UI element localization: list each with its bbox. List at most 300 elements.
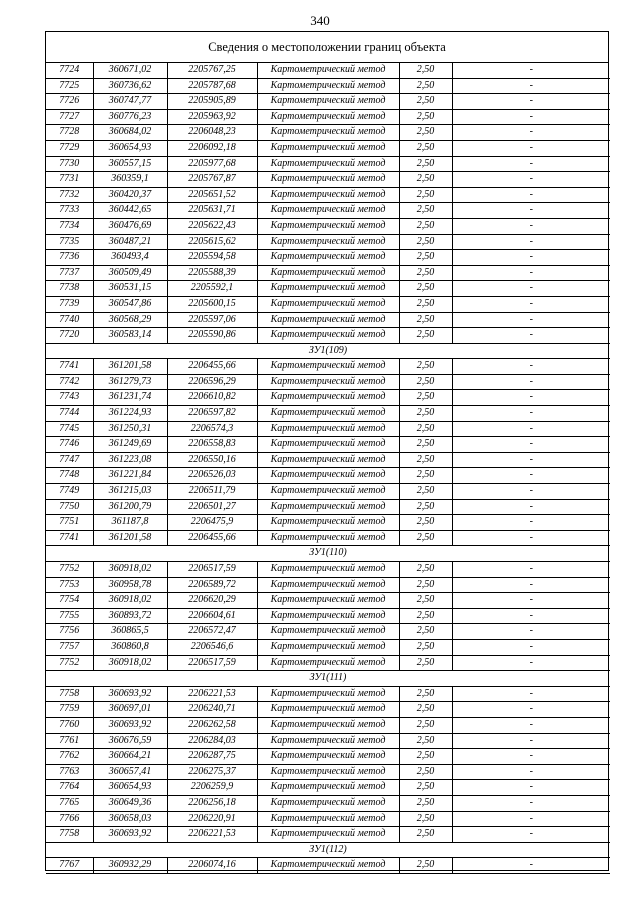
point-number-cell: 7741: [46, 530, 93, 546]
table-row: [46, 858, 610, 874]
table-row: [46, 530, 610, 546]
accuracy-cell: 2,50: [399, 639, 452, 655]
coord-x-cell: 360860,8: [93, 639, 167, 655]
point-number-cell: 7720: [46, 328, 93, 344]
coord-y-cell: 2205631,71: [167, 203, 257, 219]
description-cell: -: [452, 390, 610, 406]
point-number-cell: 7743: [46, 390, 93, 406]
point-number-cell: 7727: [46, 109, 93, 125]
method-cell: Картометрический метод: [257, 468, 399, 484]
description-cell: -: [452, 655, 610, 671]
point-number-cell: 7745: [46, 421, 93, 437]
description-cell: -: [452, 717, 610, 733]
accuracy-cell: 2,50: [399, 717, 452, 733]
accuracy-cell: 2,50: [399, 250, 452, 266]
accuracy-cell: 2,50: [399, 172, 452, 188]
method-cell: Картометрический метод: [257, 421, 399, 437]
description-cell: -: [452, 187, 610, 203]
table-row: [46, 94, 610, 110]
point-number-cell: 7752: [46, 562, 93, 578]
description-cell: -: [452, 858, 610, 874]
coord-y-cell: 2206550,16: [167, 452, 257, 468]
point-number-cell: 7744: [46, 406, 93, 422]
description-cell: -: [452, 593, 610, 609]
coord-x-cell: 360583,14: [93, 328, 167, 344]
method-cell: Картометрический метод: [257, 733, 399, 749]
accuracy-cell: 2,50: [399, 296, 452, 312]
table-row: [46, 109, 610, 125]
point-number-cell: 7763: [46, 764, 93, 780]
section-label: ЗУ1(110): [46, 546, 610, 562]
method-cell: Картометрический метод: [257, 63, 399, 78]
accuracy-cell: 2,50: [399, 187, 452, 203]
method-cell: Картометрический метод: [257, 281, 399, 297]
coord-y-cell: 2205963,92: [167, 109, 257, 125]
coord-y-cell: 2206259,9: [167, 780, 257, 796]
table-body: [46, 63, 610, 873]
description-cell: -: [452, 78, 610, 94]
method-cell: Картометрический метод: [257, 702, 399, 718]
coord-x-cell: 361201,58: [93, 359, 167, 375]
description-cell: -: [452, 530, 610, 546]
description-cell: -: [452, 172, 610, 188]
table-row: [46, 156, 610, 172]
method-cell: Картометрический метод: [257, 749, 399, 765]
description-cell: -: [452, 562, 610, 578]
description-cell: -: [452, 234, 610, 250]
coord-y-cell: 2206596,29: [167, 374, 257, 390]
point-number-cell: 7754: [46, 593, 93, 609]
accuracy-cell: 2,50: [399, 764, 452, 780]
description-cell: -: [452, 764, 610, 780]
accuracy-cell: 2,50: [399, 374, 452, 390]
accuracy-cell: 2,50: [399, 733, 452, 749]
table-row: [46, 499, 610, 515]
accuracy-cell: 2,50: [399, 577, 452, 593]
section-header-row: [46, 343, 610, 359]
coord-x-cell: 360649,36: [93, 795, 167, 811]
method-cell: Картометрический метод: [257, 94, 399, 110]
coord-y-cell: 2206604,61: [167, 608, 257, 624]
description-cell: -: [452, 452, 610, 468]
table-row: [46, 780, 610, 796]
section-header-row: [46, 842, 610, 858]
accuracy-cell: 2,50: [399, 94, 452, 110]
method-cell: Картометрический метод: [257, 577, 399, 593]
method-cell: Картометрический метод: [257, 265, 399, 281]
coord-y-cell: 2206572,47: [167, 624, 257, 640]
point-number-cell: 7736: [46, 250, 93, 266]
table-row: [46, 702, 610, 718]
table-row: [46, 78, 610, 94]
description-cell: -: [452, 624, 610, 640]
coord-x-cell: 360736,62: [93, 78, 167, 94]
accuracy-cell: 2,50: [399, 749, 452, 765]
coord-y-cell: 2206511,79: [167, 484, 257, 500]
description-cell: -: [452, 156, 610, 172]
coord-x-cell: 360671,02: [93, 63, 167, 78]
accuracy-cell: 2,50: [399, 530, 452, 546]
table-row: [46, 484, 610, 500]
method-cell: Картометрический метод: [257, 234, 399, 250]
section-header-row: [46, 546, 610, 562]
coord-y-cell: 2205767,25: [167, 63, 257, 78]
coord-x-cell: 360865,5: [93, 624, 167, 640]
description-cell: -: [452, 406, 610, 422]
accuracy-cell: 2,50: [399, 780, 452, 796]
table-row: [46, 811, 610, 827]
coord-y-cell: 2206284,03: [167, 733, 257, 749]
coord-y-cell: 2205588,39: [167, 265, 257, 281]
point-number-cell: 7725: [46, 78, 93, 94]
method-cell: Картометрический метод: [257, 250, 399, 266]
coord-x-cell: 361224,93: [93, 406, 167, 422]
description-cell: -: [452, 250, 610, 266]
method-cell: Картометрический метод: [257, 562, 399, 578]
coord-x-cell: 360547,86: [93, 296, 167, 312]
description-cell: -: [452, 359, 610, 375]
coord-x-cell: 360568,29: [93, 312, 167, 328]
coord-y-cell: 2206517,59: [167, 655, 257, 671]
method-cell: Картометрический метод: [257, 312, 399, 328]
coord-x-cell: 360684,02: [93, 125, 167, 141]
accuracy-cell: 2,50: [399, 593, 452, 609]
point-number-cell: 7737: [46, 265, 93, 281]
method-cell: Картометрический метод: [257, 795, 399, 811]
table-row: [46, 374, 610, 390]
point-number-cell: 7726: [46, 94, 93, 110]
description-cell: -: [452, 499, 610, 515]
method-cell: Картометрический метод: [257, 374, 399, 390]
coord-x-cell: 361200,79: [93, 499, 167, 515]
table-row: [46, 749, 610, 765]
section-label: ЗУ1(111): [46, 671, 610, 687]
coord-y-cell: 2205600,15: [167, 296, 257, 312]
table-row: [46, 328, 610, 344]
method-cell: Картометрический метод: [257, 484, 399, 500]
coord-x-cell: 360693,92: [93, 827, 167, 843]
coord-x-cell: 360420,37: [93, 187, 167, 203]
coord-y-cell: 2206287,75: [167, 749, 257, 765]
description-cell: -: [452, 109, 610, 125]
table-row: [46, 686, 610, 702]
table-row: [46, 562, 610, 578]
method-cell: Картометрический метод: [257, 764, 399, 780]
coord-y-cell: 2206546,6: [167, 639, 257, 655]
point-number-cell: 7766: [46, 811, 93, 827]
accuracy-cell: 2,50: [399, 265, 452, 281]
table-row: [46, 406, 610, 422]
coord-y-cell: 2205592,1: [167, 281, 257, 297]
point-number-cell: 7767: [46, 858, 93, 874]
coord-x-cell: 361201,58: [93, 530, 167, 546]
accuracy-cell: 2,50: [399, 281, 452, 297]
accuracy-cell: 2,50: [399, 218, 452, 234]
description-cell: -: [452, 577, 610, 593]
description-cell: -: [452, 421, 610, 437]
description-cell: -: [452, 484, 610, 500]
point-number-cell: 7728: [46, 125, 93, 141]
point-number-cell: 7741: [46, 359, 93, 375]
method-cell: Картометрический метод: [257, 827, 399, 843]
description-cell: -: [452, 94, 610, 110]
point-number-cell: 7740: [46, 312, 93, 328]
point-number-cell: 7748: [46, 468, 93, 484]
point-number-cell: 7735: [46, 234, 93, 250]
table-row: [46, 795, 610, 811]
page-number: 340: [310, 13, 330, 28]
coord-x-cell: 360359,1: [93, 172, 167, 188]
table-row: [46, 265, 610, 281]
description-cell: -: [452, 312, 610, 328]
coordinates-table: [46, 63, 610, 874]
method-cell: Картометрический метод: [257, 125, 399, 141]
coord-y-cell: 2205622,43: [167, 218, 257, 234]
point-number-cell: 7742: [46, 374, 93, 390]
coord-y-cell: 2206092,18: [167, 140, 257, 156]
accuracy-cell: 2,50: [399, 686, 452, 702]
coord-y-cell: 2206526,03: [167, 468, 257, 484]
table-row: [46, 250, 610, 266]
table-row: [46, 359, 610, 375]
accuracy-cell: 2,50: [399, 406, 452, 422]
coord-x-cell: 360893,72: [93, 608, 167, 624]
coord-y-cell: 2206475,9: [167, 515, 257, 531]
point-number-cell: 7762: [46, 749, 93, 765]
method-cell: Картометрический метод: [257, 499, 399, 515]
coord-x-cell: 360654,93: [93, 140, 167, 156]
point-number-cell: 7753: [46, 577, 93, 593]
table-row: [46, 639, 610, 655]
point-number-cell: 7755: [46, 608, 93, 624]
table-row: [46, 764, 610, 780]
method-cell: Картометрический метод: [257, 515, 399, 531]
method-cell: Картометрический метод: [257, 328, 399, 344]
section-label: ЗУ1(109): [46, 343, 610, 359]
method-cell: Картометрический метод: [257, 437, 399, 453]
coord-y-cell: 2205767,87: [167, 172, 257, 188]
method-cell: Картометрический метод: [257, 390, 399, 406]
coord-y-cell: 2205905,89: [167, 94, 257, 110]
coord-x-cell: 360697,01: [93, 702, 167, 718]
coord-x-cell: 360918,02: [93, 593, 167, 609]
description-cell: -: [452, 218, 610, 234]
table-row: [46, 655, 610, 671]
table-row: [46, 593, 610, 609]
coord-y-cell: 2206574,3: [167, 421, 257, 437]
method-cell: Картометрический метод: [257, 811, 399, 827]
coord-x-cell: 360654,93: [93, 780, 167, 796]
accuracy-cell: 2,50: [399, 468, 452, 484]
coord-x-cell: 360958,78: [93, 577, 167, 593]
table-row: [46, 577, 610, 593]
table-row: [46, 125, 610, 141]
coord-y-cell: 2206589,72: [167, 577, 257, 593]
coord-x-cell: 360747,77: [93, 94, 167, 110]
table-row: [46, 733, 610, 749]
table-title: Сведения о местоположении границ объекта: [46, 32, 608, 63]
accuracy-cell: 2,50: [399, 655, 452, 671]
method-cell: Картометрический метод: [257, 858, 399, 874]
accuracy-cell: 2,50: [399, 811, 452, 827]
coord-y-cell: 2206048,23: [167, 125, 257, 141]
coord-y-cell: 2206074,16: [167, 858, 257, 874]
description-cell: -: [452, 749, 610, 765]
description-cell: -: [452, 140, 610, 156]
accuracy-cell: 2,50: [399, 140, 452, 156]
method-cell: Картометрический метод: [257, 639, 399, 655]
accuracy-cell: 2,50: [399, 109, 452, 125]
coord-x-cell: 360657,41: [93, 764, 167, 780]
coord-y-cell: 2206220,91: [167, 811, 257, 827]
point-number-cell: 7756: [46, 624, 93, 640]
coord-y-cell: 2205651,52: [167, 187, 257, 203]
coord-x-cell: 360664,21: [93, 749, 167, 765]
description-cell: -: [452, 733, 610, 749]
method-cell: Картометрический метод: [257, 172, 399, 188]
coord-x-cell: 361223,08: [93, 452, 167, 468]
coord-x-cell: 361279,73: [93, 374, 167, 390]
point-number-cell: 7746: [46, 437, 93, 453]
accuracy-cell: 2,50: [399, 203, 452, 219]
accuracy-cell: 2,50: [399, 562, 452, 578]
description-cell: -: [452, 281, 610, 297]
method-cell: Картометрический метод: [257, 686, 399, 702]
table-row: [46, 827, 610, 843]
table-row: [46, 390, 610, 406]
coord-y-cell: 2206256,18: [167, 795, 257, 811]
description-cell: -: [452, 296, 610, 312]
table-row: [46, 296, 610, 312]
coord-y-cell: 2206597,82: [167, 406, 257, 422]
coord-y-cell: 2206610,82: [167, 390, 257, 406]
accuracy-cell: 2,50: [399, 437, 452, 453]
accuracy-cell: 2,50: [399, 702, 452, 718]
point-number-cell: 7765: [46, 795, 93, 811]
table-row: [46, 63, 610, 78]
description-cell: -: [452, 265, 610, 281]
point-number-cell: 7738: [46, 281, 93, 297]
coord-x-cell: 360918,02: [93, 562, 167, 578]
point-number-cell: 7758: [46, 827, 93, 843]
coord-y-cell: 2206558,83: [167, 437, 257, 453]
point-number-cell: 7764: [46, 780, 93, 796]
accuracy-cell: 2,50: [399, 63, 452, 78]
coord-x-cell: 360531,15: [93, 281, 167, 297]
method-cell: Картометрический метод: [257, 109, 399, 125]
accuracy-cell: 2,50: [399, 78, 452, 94]
method-cell: Картометрический метод: [257, 608, 399, 624]
point-number-cell: 7750: [46, 499, 93, 515]
accuracy-cell: 2,50: [399, 156, 452, 172]
table-row: [46, 312, 610, 328]
coord-x-cell: 361215,03: [93, 484, 167, 500]
coord-x-cell: 360658,03: [93, 811, 167, 827]
accuracy-cell: 2,50: [399, 484, 452, 500]
description-cell: -: [452, 686, 610, 702]
method-cell: Картометрический метод: [257, 624, 399, 640]
table-row: [46, 187, 610, 203]
method-cell: Картометрический метод: [257, 780, 399, 796]
table-row: [46, 515, 610, 531]
point-number-cell: 7734: [46, 218, 93, 234]
table-row: [46, 234, 610, 250]
point-number-cell: 7758: [46, 686, 93, 702]
table-row: [46, 717, 610, 733]
table-row: [46, 172, 610, 188]
description-cell: -: [452, 780, 610, 796]
accuracy-cell: 2,50: [399, 795, 452, 811]
point-number-cell: 7731: [46, 172, 93, 188]
coord-x-cell: 360693,92: [93, 717, 167, 733]
coord-x-cell: 361187,8: [93, 515, 167, 531]
point-number-cell: 7732: [46, 187, 93, 203]
coord-x-cell: 360442,65: [93, 203, 167, 219]
method-cell: Картометрический метод: [257, 359, 399, 375]
point-number-cell: 7729: [46, 140, 93, 156]
method-cell: Картометрический метод: [257, 140, 399, 156]
accuracy-cell: 2,50: [399, 608, 452, 624]
accuracy-cell: 2,50: [399, 515, 452, 531]
accuracy-cell: 2,50: [399, 390, 452, 406]
section-label: ЗУ1(112): [46, 842, 610, 858]
coord-y-cell: 2205590,86: [167, 328, 257, 344]
coord-y-cell: 2206620,29: [167, 593, 257, 609]
method-cell: Картометрический метод: [257, 593, 399, 609]
point-number-cell: 7751: [46, 515, 93, 531]
description-cell: -: [452, 811, 610, 827]
coord-x-cell: 360493,4: [93, 250, 167, 266]
description-cell: -: [452, 328, 610, 344]
point-number-cell: 7724: [46, 63, 93, 78]
accuracy-cell: 2,50: [399, 328, 452, 344]
method-cell: Картометрический метод: [257, 156, 399, 172]
section-header-row: [46, 671, 610, 687]
coord-x-cell: 360918,02: [93, 655, 167, 671]
coord-x-cell: 361249,69: [93, 437, 167, 453]
accuracy-cell: 2,50: [399, 858, 452, 874]
point-number-cell: 7747: [46, 452, 93, 468]
description-cell: -: [452, 639, 610, 655]
coord-y-cell: 2205787,68: [167, 78, 257, 94]
coord-x-cell: 360509,49: [93, 265, 167, 281]
point-number-cell: 7759: [46, 702, 93, 718]
table-row: [46, 624, 610, 640]
coord-x-cell: 360476,69: [93, 218, 167, 234]
coord-y-cell: 2206221,53: [167, 686, 257, 702]
description-cell: -: [452, 374, 610, 390]
description-cell: -: [452, 608, 610, 624]
coord-y-cell: 2206501,27: [167, 499, 257, 515]
point-number-cell: 7733: [46, 203, 93, 219]
accuracy-cell: 2,50: [399, 452, 452, 468]
description-cell: -: [452, 437, 610, 453]
method-cell: Картометрический метод: [257, 655, 399, 671]
coord-x-cell: 360557,15: [93, 156, 167, 172]
point-number-cell: 7752: [46, 655, 93, 671]
boundary-table-frame: [45, 31, 609, 871]
coord-x-cell: 360693,92: [93, 686, 167, 702]
coord-x-cell: 360487,21: [93, 234, 167, 250]
method-cell: Картометрический метод: [257, 406, 399, 422]
table-row: [46, 421, 610, 437]
accuracy-cell: 2,50: [399, 312, 452, 328]
description-cell: -: [452, 515, 610, 531]
accuracy-cell: 2,50: [399, 359, 452, 375]
coord-x-cell: 361250,31: [93, 421, 167, 437]
description-cell: -: [452, 702, 610, 718]
coord-y-cell: 2206517,59: [167, 562, 257, 578]
